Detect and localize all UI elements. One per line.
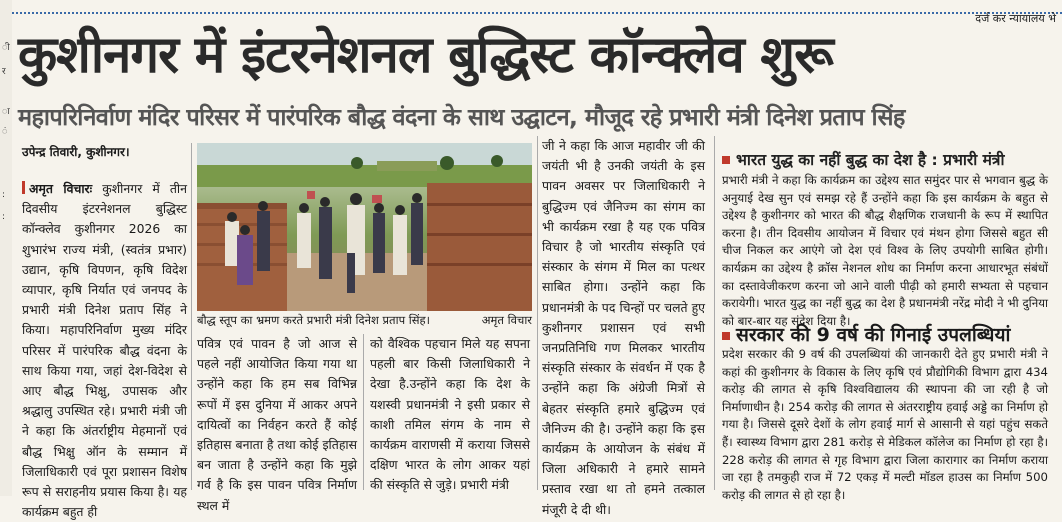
- photo-caption: बौद्ध स्तूप का भ्रमण करते प्रभारी मंत्री दिनेश प्रताप सिंह।: [197, 313, 430, 327]
- lead-marker: [22, 181, 25, 194]
- photo-caption-row: [197, 311, 532, 330]
- lead-label: अमृत विचारः: [29, 181, 93, 196]
- headline: कुशीनगर में इंटरनेशनल बुद्धिस्ट कॉन्क्लेव शुरू: [18, 26, 833, 85]
- sidebar-box2-text: प्रदेश सरकार की 9 वर्ष की उपलब्धियां की जानकारी देते हुए प्रभारी मंत्री ने कहां की कुशीनगर के विकास के लिए कृषि एवं प्रौद्योगिकी विभाग द्वारा 434 करोड़ की लागत से कृषि विश्वविद्यालय की स्थापना की जा रही है जो निर्माणाधीन है। 254 करोड़ की लागत से अंतरराष्ट्रीय हवाई अड्डे का निर्माण हो गया है। जिससे दूसरे देशों के लोग हवाई मार्ग से आसानी से यहां पहुंच सकते हैं। स्वास्थ्य विभाग द्वारा 281 करोड़ से मेडिकल कॉलेज का निर्माण हो रहा है। 228 करोड़ की लागत से गृह विभाग द्वारा जिला कारागार का निर्माण कराया जा रहा है तमकुही राज में 72 एकड़ में मल्टी मॉडल हाउस का निर्माण 500 करोड़ की लागत से हो रहा है।: [722, 347, 1048, 502]
- column-divider: [537, 136, 538, 490]
- sidebar-box2-title: [722, 321, 1010, 347]
- sidebar-box1-title: [722, 148, 1054, 170]
- previous-article-fragment: दर्ज कर न्यायालय भे: [975, 12, 1056, 25]
- column-divider: [191, 143, 192, 490]
- sidebar-box1-title-text: भारत युद्ध का नहीं बुद्ध का देश है : प्रभारी मंत्री: [736, 151, 1005, 169]
- sidebar-divider: [714, 136, 715, 490]
- sidebar-box1-text: प्रभारी मंत्री ने कहा कि कार्यक्रम का उद्देश्य सात समुंदर पार से भगवान बुद्ध के अनुयाई देख सुन एवं समझ रहे हैं उन्होंने कहा कि इस कार्यक्रम के बहुत से उद्देश्य है कुशीनगर को भारत की बौद्ध शैक्षणिक राजधानी के रूप में स्थापित करना है। तीन दिवसीय आयोजन में विचार एवं मंथन होगा जिससे बहुत सी चीज निकल कर आएंगे जो देश एवं विश्व के लिए उपयोगी साबित होगी। कार्यक्रम का उद्देश्य है क्रॉस नेशनल शोध का निर्माण करना आधारभूत संबंधों का दस्तावेजीकरण करना जो आने वाली पीढ़ी को हमारी सभ्यता से पहचान करायेगी। भारत युद्ध का नहीं बुद्ध का देश है प्रधानमंत्री नरेंद्र मोदी ने भी दुनिया को बार-बार यह संदेश दिया है।: [722, 173, 1049, 328]
- bullet-square-icon: [722, 156, 730, 164]
- subheadline: महापरिनिर्वाण मंदिर परिसर में पारंपरिक बौद्ध वंदना के साथ उद्घाटन, मौजूद रहे प्रभारी मंत्री दिनेश प्रताप सिंह: [18, 103, 905, 131]
- column-divider: [363, 334, 364, 490]
- article-column-1: [22, 179, 187, 520]
- news-photo: [197, 143, 532, 311]
- article-column-1-text: कुशीनगर में तीन दिवसीय इंटरनेशनल बुद्धिस्ट कॉन्क्लेव कुशीनगर 2026 का शुभारंभ राज्य मंत्री, (स्वतंत्र प्रभार) उद्यान, कृषि विपणन, कृषि विदेश व्यापार, कृषि निर्यात एवं जनपद के प्रभारी मंत्री दिनेश प्रताप सिंह ने किया। महापरिनिर्वाण मुख्य मंदिर परिसर में पारंपरिक बौद्ध वंदना के साथ किया गया, जहां देश-विदेश से आए बौद्ध भिक्षु, उपासक और श्रद्धालु उपस्थित रहे। प्रभारी मंत्री जी ने कहा कि अंतर्राष्ट्रीय मेहमानों एवं बौद्ध भिक्षु ऑन के सम्मान में जिलाधिकारी एवं पूरा प्रशासन विशेष रूप से सराहनीय प्रयास किया है। यह कार्यक्रम बहुत ही: [22, 181, 187, 520]
- sidebar-box2-title-text: सरकार की 9 वर्ष की गिनाई उपलब्धियां: [736, 324, 1011, 346]
- adjacent-page-strip: ी र ा ं : :: [0, 0, 12, 496]
- article-column-2: पवित्र एवं पावन है जो आज से पहले नहीं आयोजित किया गया था उन्होंने कहा कि हम सब विभिन्न रूपों में इस दुनिया में आकर अपने दायित्वों का निर्वहन करते हैं कोई इतिहास बनाता है तथा कोई इतिहास बन जाता है उन्होंने कहा कि मुझे गर्व है कि इस पावन पवित्र निर्माण स्थल में: [197, 336, 357, 513]
- top-dotted-rule: [12, 12, 1062, 25]
- photo-credit: अमृत विचार: [481, 313, 532, 327]
- article-column-4: जी ने कहा कि आज महावीर जी की जयंती भी है उनकी जयंती के इस पावन अवसर पर जिलाधिकारी ने बुद्धिज्म एवं जैनिज्म का संगम का भी कार्यक्रम रखा है यह एक पवित्र विचार है जो भारतीय संस्कृति एवं संस्कार के संगम में मिल का पत्थर साबित होगा। उन्होंने कहा कि प्रधानमंत्री के पद चिन्हों पर चलते हुए कुशीनगर प्रशासन एवं सभी जनप्रतिनिधि गण मिलकर भारतीय संस्कृति संस्कार के संवर्धन में एक है उन्होंने कहा कि अंग्रेजी मित्रों से बेहतर संस्कृति हमारे बुद्धिज्म एवं जैनिज्म की है। उन्होंने कहा कि इस कार्यक्रम के आयोजन के संबंध में जिला अधिकारी ने हमारे सामने प्रस्ताव रखा था तो हमने तत्काल मंजूरी दे दी थी।: [542, 138, 705, 517]
- byline: उपेन्द्र तिवारी, कुशीनगर।: [22, 145, 130, 159]
- news-photo-illustration: [197, 143, 532, 311]
- bullet-square-icon: [722, 332, 730, 340]
- article-column-3: को वैश्विक पहचान मिले यह सपना पहली बार किसी जिलाधिकारी ने देखा है.उन्होंने कहा कि देश के यशस्वी प्रधानमंत्री ने इसी प्रकार से काशी तमिल संगम के नाम से कार्यक्रम वाराणसी में कराया जिससे दक्षिण भारत के लोग आकर यहां की संस्कृति से जुड़े। प्रभारी मंत्री: [370, 336, 530, 493]
